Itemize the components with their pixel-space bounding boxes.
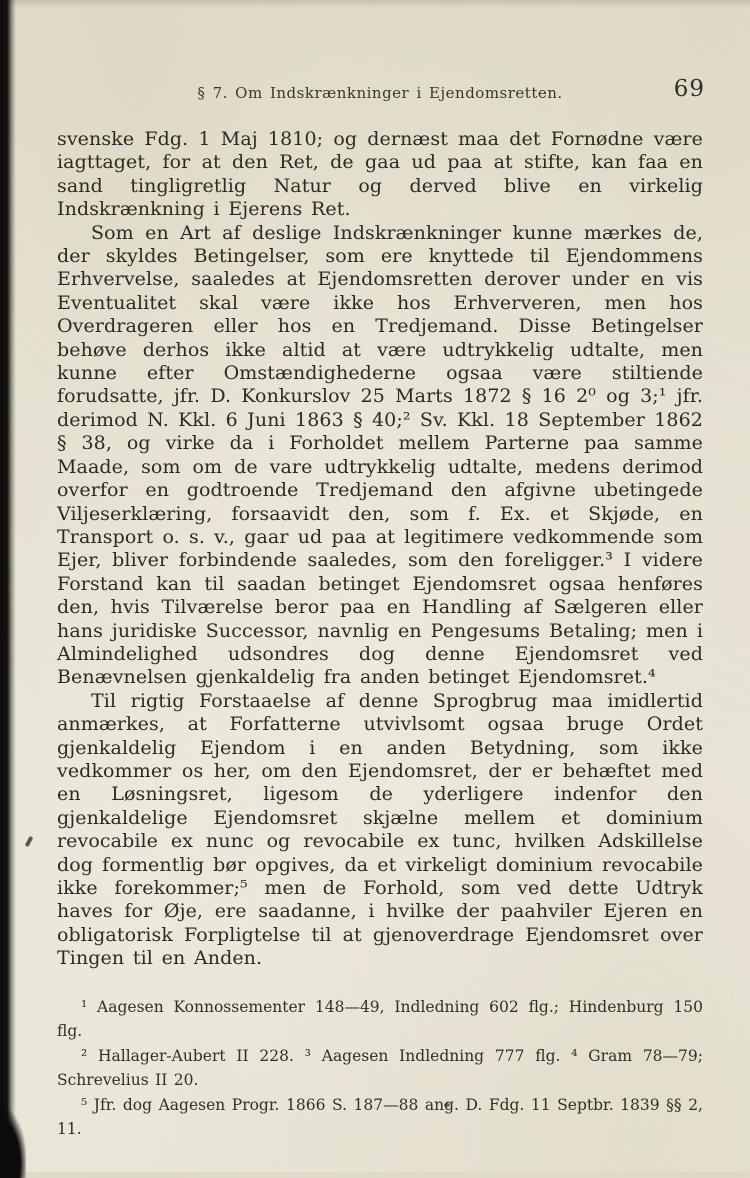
scan-corner-blob <box>0 1108 26 1178</box>
footnotes-section <box>57 995 703 1142</box>
page-number: 69 <box>673 76 705 102</box>
footnote: ² Hallager-Aubert II 228. ³ Aagesen Indledning 777 flg. ⁴ Gram 78—79; Schrevelius II 20. <box>57 1046 703 1090</box>
scan-edge-top-shadow <box>0 0 750 8</box>
paragraph: Til rigtig Forstaaelse af denne Sprogbrug maa imidlertid anmærkes, at Forfatterne utvivlsomt ogsaa bruge Ordet gjenkaldelig Ejendom i en anden Betydning, som ikke vedkommer os her, om den Ejendomsret, der er behæftet med en Løsningsret, ligesom de yderligere indenfor den gjenkaldelige Ejendomsret skjælne mellem et dominium revocabile ex nunc og revocabile ex tunc, hvilken Adskillelse dog formentlig bør opgives, da et virkeligt dominium revocabile ikke forekommer;⁵ men de Forhold, som ved dette Udtryk haves for Øje, ere saadanne, i hvilke der paahviler Ejeren en obligatorisk Forpligtelse til at gjenoverdrage Ejendomsret over Tingen til en Anden. <box>57 689 703 970</box>
page-header <box>57 76 705 102</box>
scanned-book-page <box>57 76 705 1142</box>
body-text <box>57 128 703 971</box>
paragraph: Som en Art af deslige Indskrænkninger kunne mærkes de, der skyldes Betingelser, som ere knyttede til Ejendommens Erhvervelse, saaledes at Ejendomsretten derover under en vis Eventualitet skal være ikke hos Erhververen, men hos Overdrageren eller hos en Tredjemand. Disse Betingelser behøve derhos ikke altid at være udtrykkelig udtalte, men kunne efter Omstændighederne ogsaa være stiltiende forudsatte, jfr. D. Konkurslov 25 Marts 1872 § 16 2⁰ og 3;¹ jfr. derimod N. Kkl. 6 Juni 1863 § 40;² Sv. Kkl. 18 September 1862 § 38, og virke da i Forholdet mellem Parterne paa samme Maade, som om de vare udtrykkelig udtalte, medens derimod overfor en godtroende Tredjemand den afgivne ubetingede Viljeserklæring, forsaavidt den, som f. Ex. et Skjøde, en Transport o. s. v., gaar ud paa at legitimere vedkommende som Ejer, bliver forbindende saaledes, som den foreligger.³ I videre Forstand kan til saadan betinget Ejendomsret ogsaa henføres den, hvis Tilværelse beror paa en Handling af Sælgeren eller hans juridiske Successor, navnlig en Pengesums Betaling; men i Almindelighed udsondres dog denne Ejendomsret ved Benævnelsen gjenkaldelig fra anden betinget Ejendomsret.⁴ <box>57 221 703 689</box>
footnote: ¹ Aagesen Konnossementer 148—49, Indledning 602 flg.; Hindenburg 150 flg. <box>57 997 703 1041</box>
scan-edge-left <box>0 0 16 1172</box>
footnote: ⁵ Jfr. dog Aagesen Progr. 1866 S. 187—88 ang. D. Fdg. 11 Septbr. 1839 §§ 2, 11. <box>57 1095 703 1139</box>
ink-speck <box>25 836 34 848</box>
paragraph: svenske Fdg. 1 Maj 1810; og dernæst maa det Fornødne være iagttaget, for at den Ret, de gaa ud paa at stifte, kan faa en sand tingligretlig Natur og derved blive en virkelig Indskrænkning i Ejerens Ret. <box>57 128 703 221</box>
running-title: § 7. Om Indskrænkninger i Ejendomsretten. <box>197 84 563 102</box>
